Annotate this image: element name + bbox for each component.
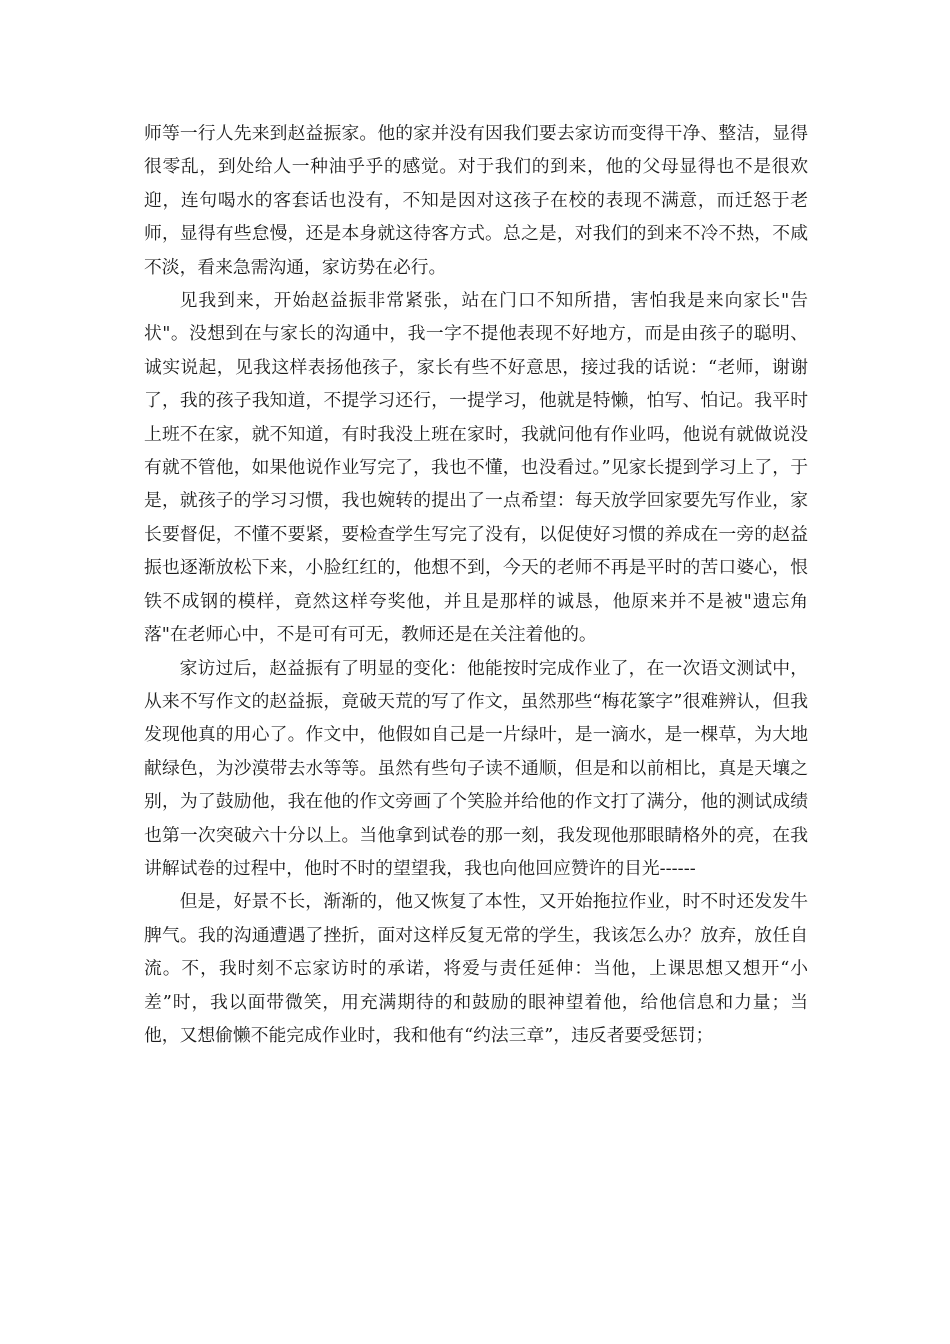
- document-body: [144, 117, 808, 1052]
- paragraph-3: 家访过后，赵益振有了明显的变化：他能按时完成作业了，在一次语文测试中，从来不写作文的赵益振，竟破天荒的写了作文，虽然那些“梅花篆字”很难辨认，但我发现他真的用心了。作文中，他假如自己是一片绿叶，是一滴水，是一棵草，为大地献绿色，为沙漠带去水等等。虽然有些句子读不通顺，但是和以前相比，真是天壤之别，为了鼓励他，我在他的作文旁画了个笑脸并给他的作文打了满分，他的测试成绩也第一次突破六十分以上。当他拿到试卷的那一刻，我发现他那眼睛格外的亮，在我讲解试卷的过程中，他时不时的望望我，我也向他回应赞许的目光------: [144, 657, 808, 879]
- paragraph-4: 但是，好景不长，渐渐的，他又恢复了本性，又开始拖拉作业，时不时还发发牛脾气。我的沟通遭遇了挫折，面对这样反复无常的学生，我该怎么办？放弃，放任自流。不，我时刻不忘家访时的承诺，将爱与责任延伸：当他，上课思想又想开“小差”时，我以面带微笑，用充满期待的和鼓励的眼神望着他，给他信息和力量；当他，又想偷懒不能完成作业时，我和他有“约法三章”，违反者要受惩罚；: [144, 891, 808, 1046]
- paragraph-1: 师等一行人先来到赵益振家。他的家并没有因我们要去家访而变得干净、整洁，显得很零乱，到处给人一种油乎乎的感觉。对于我们的到来，他的父母显得也不是很欢迎，连句喝水的客套话也没有，不知是因对这孩子在校的表现不满意，而迁怒于老师，显得有些怠慢，还是本身就这待客方式。总之是，对我们的到来不冷不热，不咸不淡，看来急需沟通，家访势在必行。: [144, 123, 808, 278]
- paragraph-2: 见我到来，开始赵益振非常紧张，站在门口不知所措，害怕我是来向家长"告状"。没想到在与家长的沟通中，我一字不提他表现不好地方，而是由孩子的聪明、诚实说起，见我这样表扬他孩子，家长有些不好意思，接过我的话说：“老师，谢谢了，我的孩子我知道，不提学习还行，一提学习，他就是特懒，怕写、怕记。我平时上班不在家，就不知道，有时我没上班在家时，我就问他有作业吗，他说有就做说没有就不管他，如果他说作业写完了，我也不懂，也没看过。”见家长提到学习上了，于是，就孩子的学习习惯，我也婉转的提出了一点希望：每天放学回家要先写作业，家长要督促，不懂不要紧，要检查学生写完了没有，以促使好习惯的养成在一旁的赵益振也逐渐放松下来，小脸红红的，他想不到，今天的老师不再是平时的苦口婆心，恨铁不成钢的模样，竟然这样夸奖他，并且是那样的诚恳，他原来并不是被"遗忘角落"在老师心中，不是可有可无，教师还是在关注着他的。: [144, 290, 808, 646]
